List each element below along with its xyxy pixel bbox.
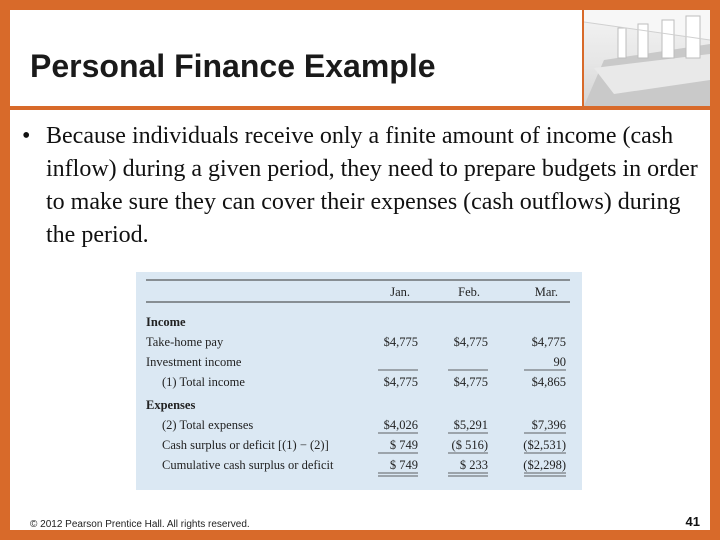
conference-room-photo <box>584 10 710 106</box>
cell-value: $5,291 <box>453 418 488 432</box>
cell-value: ($2,531) <box>523 438 566 452</box>
bullet-text: Because individuals receive only a finite amount of income (cash inflow) during a given period, they need to prepare budgets in order to make sure they can cover their expenses (cash outflows) during the period. <box>46 123 698 248</box>
cell-value: $4,775 <box>531 335 566 349</box>
row-label: Take-home pay <box>146 335 224 349</box>
row-label: Income <box>146 315 186 329</box>
cell-value: $ 749 <box>389 438 418 452</box>
cell-value: $ 233 <box>459 458 488 472</box>
cell-value: ($2,298) <box>523 458 566 472</box>
cell-value: $4,775 <box>453 335 488 349</box>
conference-room-illustration <box>584 10 710 106</box>
cell-value: $4,865 <box>531 375 566 389</box>
bullet-point <box>22 120 702 252</box>
row-label: Investment income <box>146 355 242 369</box>
row-label: Expenses <box>146 398 196 412</box>
slide-title: Personal Finance Example <box>30 48 436 84</box>
budget-table-graphic <box>136 272 582 490</box>
slide-content <box>10 110 710 530</box>
cell-value: 90 <box>553 355 566 369</box>
column-header: Feb. <box>458 285 480 299</box>
budget-table <box>136 272 582 490</box>
page-number: 41 <box>685 514 700 529</box>
cell-value: $ 749 <box>389 458 418 472</box>
cell-value: $4,026 <box>383 418 418 432</box>
column-header: Mar. <box>534 285 558 299</box>
cell-value: $7,396 <box>531 418 566 432</box>
cell-value: $4,775 <box>453 375 488 389</box>
bullet-marker: • <box>22 123 31 149</box>
row-label: Cumulative cash surplus or deficit <box>162 458 334 472</box>
cell-value: ($ 516) <box>451 438 488 452</box>
row-label: (1) Total income <box>162 375 245 389</box>
row-label: (2) Total expenses <box>162 418 254 432</box>
cell-value: $4,775 <box>383 375 418 389</box>
copyright-footer: © 2012 Pearson Prentice Hall. All rights reserved. <box>30 519 250 530</box>
cell-value: $4,775 <box>383 335 418 349</box>
title-bar <box>10 10 582 106</box>
row-label: Cash surplus or deficit [(1) − (2)] <box>162 438 329 452</box>
column-header: Jan. <box>390 285 410 299</box>
